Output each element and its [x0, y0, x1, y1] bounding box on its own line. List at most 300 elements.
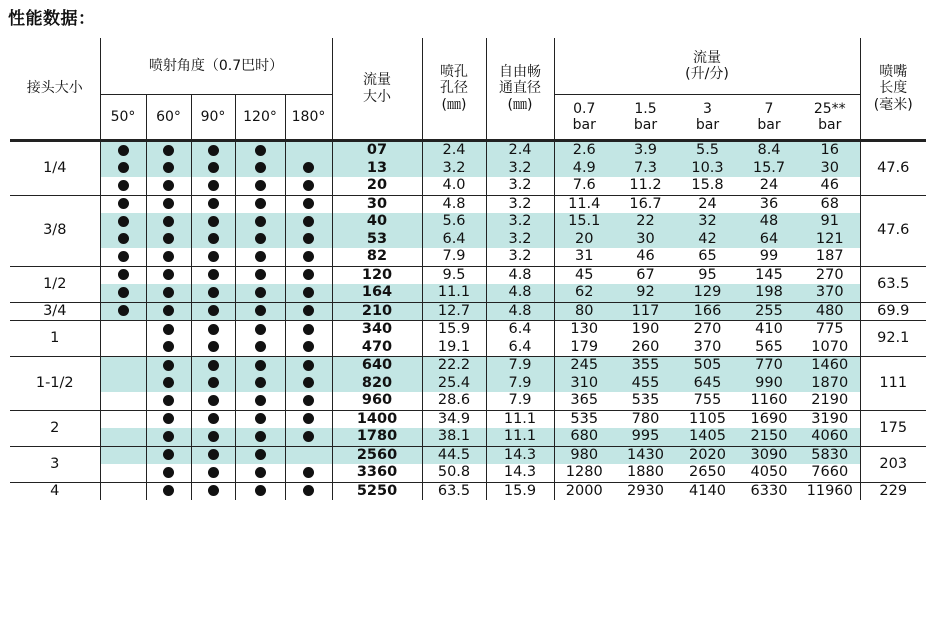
- flow-rate-cell: 1880: [627, 464, 664, 481]
- available-dot-icon: [303, 287, 314, 298]
- header-pressure-3: 3 bar: [677, 95, 738, 141]
- flow-rate-cell: 245: [554, 357, 614, 375]
- flow-rate-cell: 680: [554, 428, 614, 446]
- flow-rate-cell: 780: [614, 410, 677, 428]
- flow-size-cell: 07: [332, 141, 422, 160]
- angle-cell: [285, 482, 332, 500]
- angle-cell: [191, 464, 235, 482]
- available-dot-icon: [163, 216, 174, 227]
- angle-cell: [235, 375, 285, 393]
- angle-cell: [146, 446, 191, 464]
- available-dot-icon: [118, 162, 129, 173]
- angle-cell: [235, 266, 285, 284]
- available-dot-icon: [255, 305, 266, 316]
- flow-rate-cell: 42: [677, 231, 738, 249]
- flow-rate-cell: 179: [554, 339, 614, 357]
- angle-cell: [146, 357, 191, 375]
- available-dot-icon: [118, 180, 129, 191]
- angle-cell: [191, 248, 235, 266]
- flow-rate-cell: 480: [800, 302, 860, 321]
- angle-cell: [285, 357, 332, 375]
- connection-size-cell: 2: [10, 410, 100, 446]
- flow-size-cell: 1400: [332, 410, 422, 428]
- available-dot-icon: [255, 395, 266, 406]
- angle-cell: [235, 321, 285, 339]
- available-dot-icon: [163, 485, 174, 496]
- flow-rate-cell: 22: [614, 213, 677, 231]
- angle-cell: [285, 266, 332, 284]
- flow-rate-cell: 270: [800, 266, 860, 284]
- available-dot-icon: [255, 377, 266, 388]
- available-dot-icon: [208, 485, 219, 496]
- orifice-cell: 19.1: [422, 339, 486, 357]
- angle-cell: [100, 231, 146, 249]
- angle-cell: [191, 482, 235, 500]
- flow-rate-cell: 7.3: [614, 160, 677, 178]
- angle-cell: [235, 446, 285, 464]
- flow-rate-cell: 355: [614, 357, 677, 375]
- angle-cell: [191, 266, 235, 284]
- flow-size-cell: 960: [332, 392, 422, 410]
- orifice-cell: 25.4: [422, 375, 486, 393]
- flow-rate-cell: 99: [759, 248, 779, 265]
- flow-rate-cell: 2020: [677, 446, 738, 464]
- orifice-cell: 4.8: [422, 195, 486, 213]
- angle-cell: [100, 464, 146, 482]
- angle-cell: [191, 357, 235, 375]
- available-dot-icon: [255, 145, 266, 156]
- angle-cell: [285, 248, 332, 266]
- angle-cell: [100, 428, 146, 446]
- connection-size-cell: 1/4: [43, 159, 67, 176]
- flow-rate-cell: 16: [800, 141, 860, 160]
- available-dot-icon: [303, 395, 314, 406]
- header-pressure-25: 25** bar: [800, 95, 860, 141]
- flow-rate-cell: 2.6: [554, 141, 614, 160]
- angle-cell: [100, 339, 146, 357]
- angle-cell: [285, 375, 332, 393]
- nozzle-length-cell: 175: [860, 410, 926, 446]
- available-dot-icon: [163, 180, 174, 191]
- header-connection-size: 接头大小: [10, 38, 100, 141]
- flow-rate-cell: 46: [820, 177, 839, 194]
- angle-cell: [191, 141, 235, 160]
- flow-rate-cell: 370: [800, 284, 860, 302]
- flow-size-cell: 5250: [332, 482, 422, 500]
- angle-cell: [235, 339, 285, 357]
- flow-size-cell: 820: [332, 375, 422, 393]
- angle-cell: [146, 231, 191, 249]
- performance-table: [10, 38, 926, 500]
- free-passage-cell: 7.9: [486, 375, 554, 393]
- available-dot-icon: [208, 287, 219, 298]
- available-dot-icon: [303, 251, 314, 262]
- table-row: [10, 464, 926, 482]
- angle-cell: [146, 248, 191, 266]
- header-nozzle-length: 喷嘴 长度 (毫米): [860, 38, 926, 141]
- available-dot-icon: [255, 467, 266, 478]
- flow-size-cell: 20: [332, 177, 422, 195]
- orifice-cell: 5.6: [422, 213, 486, 231]
- angle-cell: [235, 195, 285, 213]
- available-dot-icon: [208, 431, 219, 442]
- table-row: [10, 141, 926, 160]
- available-dot-icon: [303, 305, 314, 316]
- available-dot-icon: [163, 324, 174, 335]
- angle-cell: [100, 284, 146, 302]
- angle-cell: [146, 410, 191, 428]
- flow-rate-cell: 370: [693, 338, 722, 355]
- orifice-cell: 2.4: [422, 141, 486, 160]
- table-body: [10, 141, 926, 501]
- angle-cell: [100, 410, 146, 428]
- angle-cell: [146, 141, 191, 160]
- available-dot-icon: [303, 467, 314, 478]
- nozzle-length-cell: 47.6: [860, 141, 926, 196]
- available-dot-icon: [303, 324, 314, 335]
- header-angle-180: 180°: [285, 95, 332, 141]
- flow-rate-cell: 68: [800, 195, 860, 213]
- angle-cell: [285, 446, 332, 464]
- angle-cell: [100, 213, 146, 231]
- orifice-cell: 3.2: [422, 160, 486, 178]
- available-dot-icon: [255, 180, 266, 191]
- angle-cell: [285, 284, 332, 302]
- available-dot-icon: [163, 145, 174, 156]
- available-dot-icon: [163, 287, 174, 298]
- angle-cell: [100, 375, 146, 393]
- available-dot-icon: [163, 162, 174, 173]
- free-passage-cell: 7.9: [486, 392, 554, 410]
- orifice-cell: 63.5: [422, 482, 486, 500]
- angle-cell: [235, 482, 285, 500]
- angle-cell: [191, 392, 235, 410]
- flow-rate-cell: 3190: [800, 410, 860, 428]
- flow-rate-cell: 1405: [677, 428, 738, 446]
- flow-rate-cell: 15.7: [738, 160, 800, 178]
- available-dot-icon: [255, 449, 266, 460]
- available-dot-icon: [208, 305, 219, 316]
- flow-rate-cell: 365: [554, 392, 614, 410]
- available-dot-icon: [163, 341, 174, 352]
- connection-size-cell: 4: [10, 482, 100, 500]
- angle-cell: [285, 231, 332, 249]
- nozzle-length-cell: 69.9: [860, 302, 926, 321]
- angle-cell: [146, 392, 191, 410]
- flow-rate-cell: 4060: [800, 428, 860, 446]
- flow-rate-cell: 11960: [800, 482, 860, 500]
- flow-rate-cell: 62: [554, 284, 614, 302]
- flow-rate-cell: 36: [738, 195, 800, 213]
- available-dot-icon: [208, 395, 219, 406]
- nozzle-length-cell: 63.5: [860, 266, 926, 302]
- flow-rate-cell: 31: [554, 248, 614, 266]
- flow-rate-cell: 2150: [738, 428, 800, 446]
- table-row: [10, 428, 926, 446]
- flow-rate-cell: 11.4: [554, 195, 614, 213]
- flow-rate-cell: 505: [677, 357, 738, 375]
- available-dot-icon: [303, 377, 314, 388]
- available-dot-icon: [118, 269, 129, 280]
- available-dot-icon: [303, 162, 314, 173]
- available-dot-icon: [163, 467, 174, 478]
- header-angle-50: 50°: [100, 95, 146, 141]
- table-row: [10, 284, 926, 302]
- angle-cell: [285, 195, 332, 213]
- flow-rate-cell: 65: [698, 248, 717, 265]
- table-row: [10, 195, 926, 213]
- header-pressure-0.7: 0.7 bar: [554, 95, 614, 141]
- angle-cell: [235, 160, 285, 178]
- flow-rate-cell: 30: [800, 160, 860, 178]
- available-dot-icon: [303, 341, 314, 352]
- flow-rate-cell: 117: [614, 302, 677, 321]
- flow-rate-cell: 310: [554, 375, 614, 393]
- free-passage-cell: 6.4: [486, 321, 554, 339]
- flow-size-cell: 470: [332, 339, 422, 357]
- flow-size-cell: 53: [332, 231, 422, 249]
- angle-cell: [191, 231, 235, 249]
- flow-rate-cell: 198: [738, 284, 800, 302]
- page-title: 性能数据：: [8, 9, 96, 29]
- flow-rate-cell: 3.9: [614, 141, 677, 160]
- angle-cell: [235, 284, 285, 302]
- angle-cell: [100, 177, 146, 195]
- header-angle-90: 90°: [191, 95, 235, 141]
- flow-rate-cell: 166: [677, 302, 738, 321]
- available-dot-icon: [163, 233, 174, 244]
- available-dot-icon: [255, 198, 266, 209]
- angle-cell: [285, 428, 332, 446]
- flow-rate-cell: 32: [677, 213, 738, 231]
- free-passage-cell: 4.8: [486, 302, 554, 321]
- flow-rate-cell: 5.5: [677, 141, 738, 160]
- orifice-cell: 50.8: [422, 464, 486, 482]
- available-dot-icon: [208, 413, 219, 424]
- angle-cell: [100, 446, 146, 464]
- flow-rate-cell: 1160: [750, 392, 788, 409]
- flow-rate-cell: 565: [755, 338, 783, 355]
- angle-cell: [100, 482, 146, 500]
- table-row: [10, 266, 926, 284]
- table-row: [10, 375, 926, 393]
- flow-rate-cell: 990: [738, 375, 800, 393]
- angle-cell: [146, 177, 191, 195]
- flow-size-cell: 640: [332, 357, 422, 375]
- flow-rate-cell: 260: [631, 338, 660, 355]
- angle-cell: [100, 302, 146, 321]
- flow-rate-cell: 4050: [750, 464, 788, 481]
- flow-rate-cell: 995: [614, 428, 677, 446]
- angle-cell: [285, 392, 332, 410]
- connection-size-cell: 1: [10, 321, 100, 357]
- available-dot-icon: [303, 198, 314, 209]
- orifice-cell: 11.1: [422, 284, 486, 302]
- angle-cell: [191, 160, 235, 178]
- angle-cell: [100, 248, 146, 266]
- free-passage-cell: 11.1: [486, 410, 554, 428]
- available-dot-icon: [208, 449, 219, 460]
- available-dot-icon: [255, 360, 266, 371]
- flow-rate-cell: 7.6: [554, 177, 614, 195]
- free-passage-cell: 4.8: [486, 266, 554, 284]
- angle-cell: [235, 302, 285, 321]
- available-dot-icon: [118, 216, 129, 227]
- header-flow-size: 流量 大小: [332, 38, 422, 141]
- available-dot-icon: [208, 360, 219, 371]
- angle-cell: [285, 339, 332, 357]
- flow-rate-cell: 645: [677, 375, 738, 393]
- angle-cell: [146, 284, 191, 302]
- flow-rate-cell: 770: [738, 357, 800, 375]
- available-dot-icon: [255, 324, 266, 335]
- angle-cell: [100, 321, 146, 339]
- flow-rate-cell: 1070: [811, 338, 849, 355]
- angle-cell: [146, 464, 191, 482]
- angle-cell: [235, 231, 285, 249]
- available-dot-icon: [163, 198, 174, 209]
- header-angle-120: 120°: [235, 95, 285, 141]
- flow-size-cell: 30: [332, 195, 422, 213]
- table-row: [10, 213, 926, 231]
- angle-cell: [285, 302, 332, 321]
- available-dot-icon: [208, 324, 219, 335]
- available-dot-icon: [255, 269, 266, 280]
- angle-cell: [235, 428, 285, 446]
- flow-rate-cell: 46: [636, 248, 655, 265]
- flow-rate-cell: 255: [738, 302, 800, 321]
- flow-rate-cell: 1870: [800, 375, 860, 393]
- angle-cell: [146, 482, 191, 500]
- flow-rate-cell: 129: [677, 284, 738, 302]
- connection-size-cell: 1/2: [10, 266, 100, 302]
- header-spray-angle: 喷射角度（0.7巴时）: [100, 38, 332, 95]
- orifice-cell: 12.7: [422, 302, 486, 321]
- flow-rate-cell: 2190: [811, 392, 849, 409]
- angle-cell: [235, 464, 285, 482]
- table-row: [10, 392, 926, 410]
- connection-size-cell: 3/8: [10, 195, 100, 266]
- free-passage-cell: 3.2: [486, 177, 554, 195]
- flow-rate-cell: 15.1: [554, 213, 614, 231]
- nozzle-length-cell: 111: [860, 357, 926, 411]
- angle-cell: [100, 392, 146, 410]
- available-dot-icon: [208, 216, 219, 227]
- free-passage-cell: 15.9: [486, 482, 554, 500]
- available-dot-icon: [255, 251, 266, 262]
- nozzle-length-cell: 47.6: [860, 195, 926, 266]
- available-dot-icon: [163, 395, 174, 406]
- available-dot-icon: [118, 145, 129, 156]
- angle-cell: [191, 321, 235, 339]
- flow-size-cell: 13: [332, 160, 422, 178]
- angle-cell: [146, 213, 191, 231]
- angle-cell: [191, 375, 235, 393]
- angle-cell: [191, 339, 235, 357]
- flow-size-cell: 120: [332, 266, 422, 284]
- orifice-cell: 34.9: [422, 410, 486, 428]
- available-dot-icon: [208, 377, 219, 388]
- angle-cell: [146, 160, 191, 178]
- angle-cell: [285, 213, 332, 231]
- flow-rate-cell: 92: [614, 284, 677, 302]
- flow-rate-cell: 24: [677, 195, 738, 213]
- available-dot-icon: [255, 341, 266, 352]
- angle-cell: [100, 357, 146, 375]
- flow-rate-cell: 6330: [738, 482, 800, 500]
- available-dot-icon: [303, 431, 314, 442]
- available-dot-icon: [163, 449, 174, 460]
- flow-rate-cell: 48: [738, 213, 800, 231]
- available-dot-icon: [303, 180, 314, 191]
- flow-rate-cell: 24: [759, 177, 779, 194]
- angle-cell: [146, 266, 191, 284]
- orifice-cell: 15.9: [422, 321, 486, 339]
- angle-cell: [235, 213, 285, 231]
- flow-rate-cell: 15.8: [691, 177, 724, 194]
- flow-rate-cell: 91: [800, 213, 860, 231]
- flow-size-cell: 3360: [332, 464, 422, 482]
- orifice-cell: 7.9: [422, 248, 486, 266]
- flow-rate-cell: 3090: [738, 446, 800, 464]
- header-flow-rate: 流量 (升/分): [554, 38, 860, 95]
- angle-cell: [285, 141, 332, 160]
- flow-rate-cell: 5830: [800, 446, 860, 464]
- flow-rate-cell: 30: [614, 231, 677, 249]
- available-dot-icon: [255, 162, 266, 173]
- flow-rate-cell: 1280: [554, 464, 614, 482]
- flow-rate-cell: 80: [554, 302, 614, 321]
- angle-cell: [146, 195, 191, 213]
- flow-size-cell: 340: [332, 321, 422, 339]
- flow-rate-cell: 535: [631, 392, 660, 409]
- table-row: [10, 339, 926, 357]
- orifice-cell: 9.5: [422, 266, 486, 284]
- free-passage-cell: 3.2: [486, 213, 554, 231]
- angle-cell: [235, 392, 285, 410]
- table-row: [10, 321, 926, 339]
- flow-rate-cell: 45: [554, 266, 614, 284]
- angle-cell: [191, 428, 235, 446]
- available-dot-icon: [255, 233, 266, 244]
- available-dot-icon: [163, 377, 174, 388]
- nozzle-length-cell: 92.1: [860, 321, 926, 357]
- available-dot-icon: [255, 485, 266, 496]
- header-pressure-1.5: 1.5 bar: [614, 95, 677, 141]
- free-passage-cell: 3.2: [486, 248, 554, 266]
- angle-cell: [191, 410, 235, 428]
- flow-size-cell: 164: [332, 284, 422, 302]
- flow-size-cell: 210: [332, 302, 422, 321]
- flow-rate-cell: 190: [614, 321, 677, 339]
- table-row: [10, 302, 926, 321]
- angle-cell: [191, 195, 235, 213]
- available-dot-icon: [255, 287, 266, 298]
- available-dot-icon: [118, 305, 129, 316]
- free-passage-cell: 11.1: [486, 428, 554, 446]
- free-passage-cell: 3.2: [486, 231, 554, 249]
- table-row: [10, 357, 926, 375]
- table-row: [10, 248, 926, 266]
- connection-size-cell: 1-1/2: [10, 357, 100, 411]
- flow-rate-cell: 16.7: [614, 195, 677, 213]
- flow-rate-cell: 64: [738, 231, 800, 249]
- orifice-cell: 38.1: [422, 428, 486, 446]
- flow-rate-cell: 67: [614, 266, 677, 284]
- available-dot-icon: [208, 341, 219, 352]
- free-passage-cell: 14.3: [486, 446, 554, 464]
- flow-size-cell: 2560: [332, 446, 422, 464]
